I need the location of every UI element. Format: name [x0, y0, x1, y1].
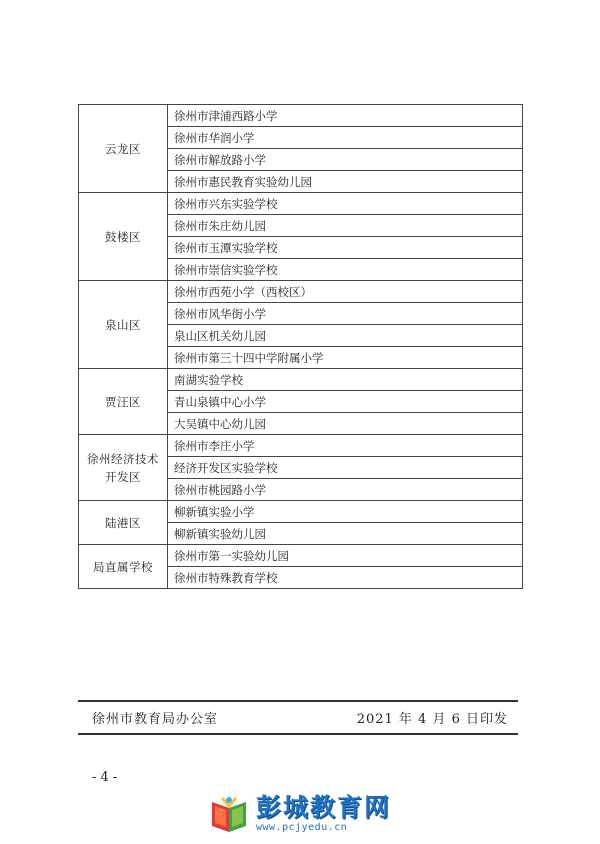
district-cell: 云龙区 — [79, 105, 168, 193]
table-row — [79, 193, 523, 215]
table-row — [79, 369, 523, 391]
issuing-office: 徐州市教育局办公室 — [92, 712, 219, 727]
school-cell: 柳新镇实验幼儿园 — [168, 523, 523, 545]
school-cell: 经济开发区实验学校 — [168, 457, 523, 479]
school-cell: 徐州市李庄小学 — [168, 435, 523, 457]
school-cell: 徐州市惠民教育实验幼儿园 — [168, 171, 523, 193]
school-cell: 徐州市解放路小学 — [168, 149, 523, 171]
district-cell: 鼓楼区 — [79, 193, 168, 281]
school-cell: 徐州市崇信实验学校 — [168, 259, 523, 281]
footer-divider-bottom — [78, 733, 518, 735]
district-cell: 局直属学校 — [79, 545, 168, 589]
table-row — [79, 545, 523, 567]
school-cell: 徐州市华润小学 — [168, 127, 523, 149]
school-cell: 泉山区机关幼儿园 — [168, 325, 523, 347]
school-cell: 徐州市第一实验幼儿园 — [168, 545, 523, 567]
school-cell: 徐州市西苑小学（西校区） — [168, 281, 523, 303]
district-cell: 陆港区 — [79, 501, 168, 545]
school-cell: 徐州市兴东实验学校 — [168, 193, 523, 215]
school-cell: 青山泉镇中心小学 — [168, 391, 523, 413]
logo-title: 彭城教育网 — [256, 793, 392, 822]
site-watermark-logo — [208, 794, 391, 834]
logo-text — [256, 794, 391, 834]
issue-date: 2021 年 4 月 6 日印发 — [356, 712, 508, 727]
logo-url: www.pcjyedu.cn — [256, 822, 348, 833]
table-row — [79, 105, 523, 127]
school-cell: 徐州市风华街小学 — [168, 303, 523, 325]
school-list-table — [78, 104, 523, 589]
open-book-icon — [208, 794, 250, 834]
page-number: - 4 - — [92, 770, 118, 785]
school-cell: 南湖实验学校 — [168, 369, 523, 391]
district-cell: 徐州经济技术 开发区 — [79, 435, 168, 501]
table-body — [79, 105, 523, 589]
school-cell: 徐州市桃园路小学 — [168, 479, 523, 501]
district-cell: 贾汪区 — [79, 369, 168, 435]
school-cell: 徐州市津浦西路小学 — [168, 105, 523, 127]
school-cell: 徐州市特殊教育学校 — [168, 567, 523, 589]
school-cell: 徐州市朱庄幼儿园 — [168, 215, 523, 237]
school-cell: 徐州市玉潭实验学校 — [168, 237, 523, 259]
footer-divider-top — [78, 700, 518, 702]
school-cell: 大吴镇中心幼儿园 — [168, 413, 523, 435]
school-cell: 柳新镇实验小学 — [168, 501, 523, 523]
table-row — [79, 281, 523, 303]
school-cell: 徐州市第三十四中学附属小学 — [168, 347, 523, 369]
table-row — [79, 435, 523, 457]
district-cell: 泉山区 — [79, 281, 168, 369]
table-row — [79, 501, 523, 523]
